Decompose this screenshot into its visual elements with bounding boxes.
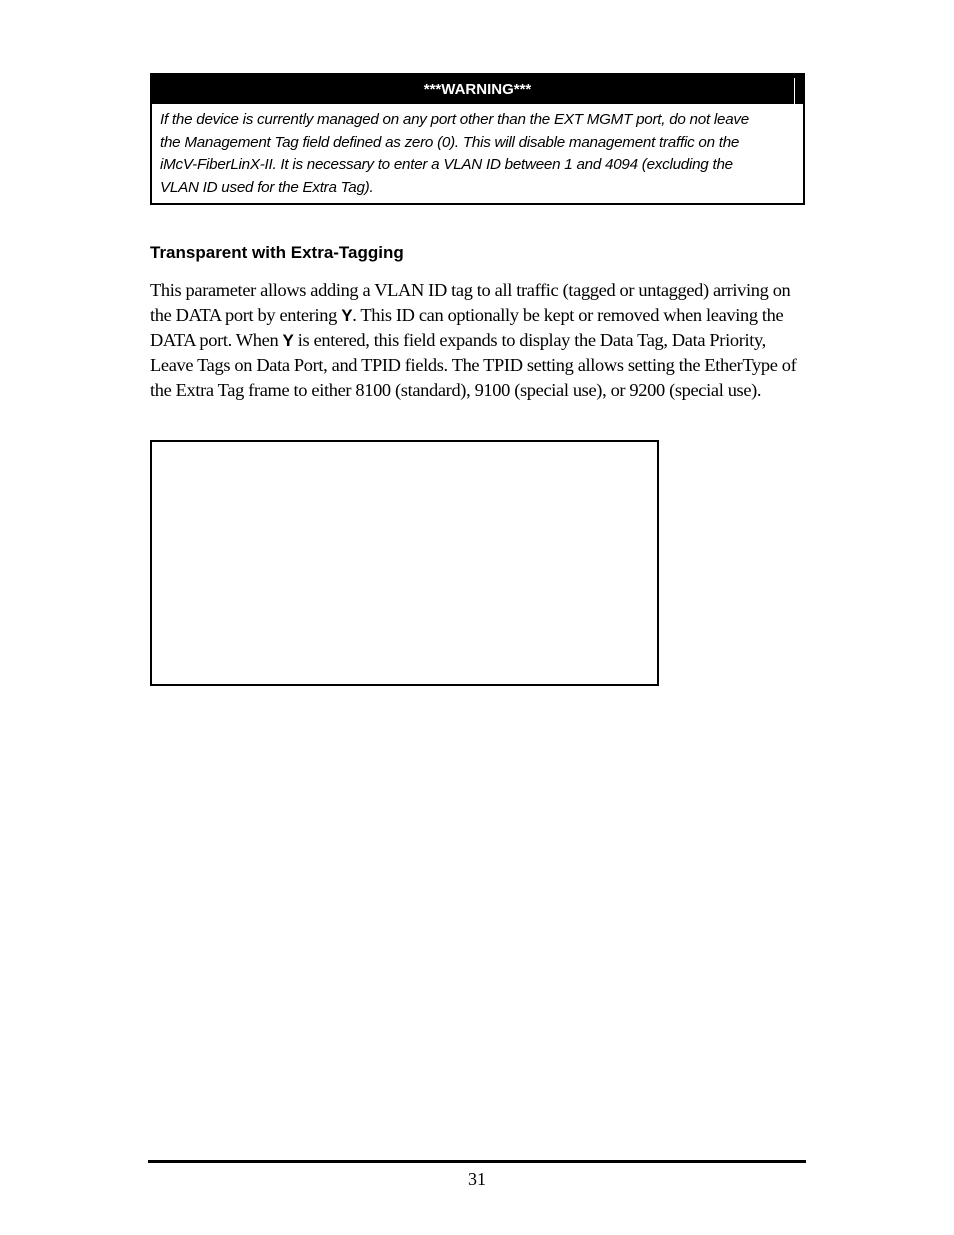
key-y: Y: [341, 306, 353, 325]
section-paragraph: [150, 278, 810, 403]
screenshot-placeholder-frame: [150, 440, 659, 686]
warning-line: the Management Tag field defined as zero (0). This will disable management traffic on the: [160, 133, 740, 151]
page-number: 31: [468, 1169, 486, 1189]
section-heading: Transparent with Extra-Tagging: [150, 243, 404, 262]
warning-header-divider: [794, 78, 795, 104]
warning-box: [150, 73, 805, 205]
warning-header: [152, 75, 803, 104]
paragraph-text: . This ID can optionally be kept or removed when leaving the DATA port. When: [150, 305, 784, 350]
paragraph-text: is entered, this field expands to display the Data Tag, Data Priority, Leave Tags on Data Port, and TPID fields. The TPID setting allows setting the EtherType of the Extra Tag frame to either 8100 (standard), 9100 (special use), or 9200 (special use).: [150, 330, 797, 400]
warning-line: VLAN ID used for the Extra Tag).: [160, 178, 374, 196]
paragraph-text: This parameter allows adding a VLAN ID tag to all traffic (tagged or untagged) arriving on the DATA port by entering: [150, 280, 791, 325]
warning-title: ***WARNING***: [423, 81, 532, 98]
warning-text: [152, 104, 803, 199]
key-y: Y: [282, 331, 294, 350]
footer-rule: [148, 1160, 806, 1163]
warning-line: If the device is currently managed on any port other than the EXT MGMT port, do not leave: [160, 111, 749, 128]
warning-line: iMcV-FiberLinX-II. It is necessary to enter a VLAN ID between 1 and 4094 (excluding the: [160, 156, 733, 174]
